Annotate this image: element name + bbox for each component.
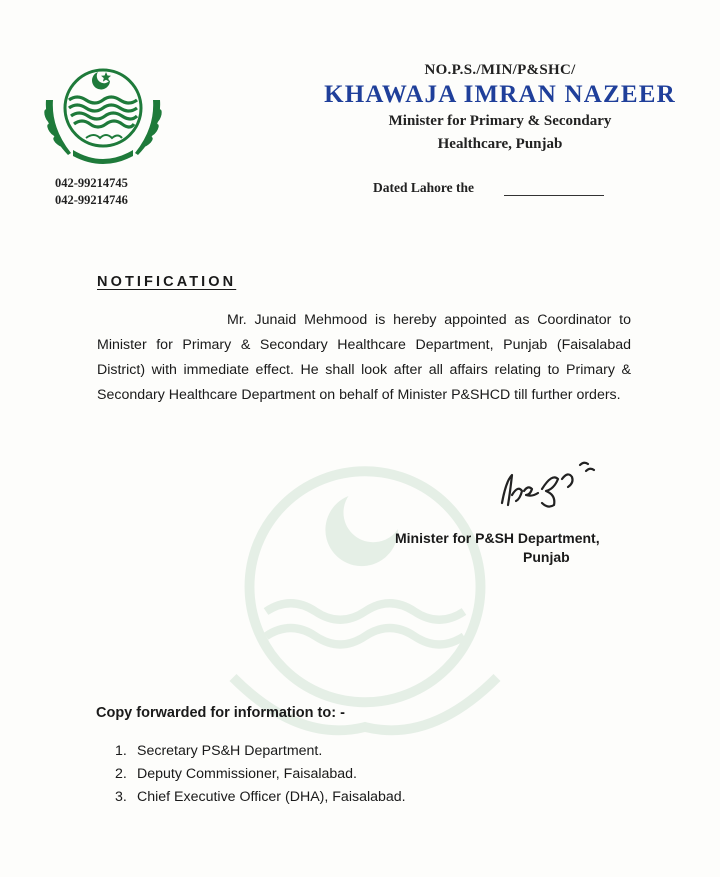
handwritten-signature: [490, 455, 610, 515]
signatory-title: Minister for P&SH Department,: [395, 530, 600, 546]
reference-number: NO.P.S./MIN/P&SHC/: [424, 62, 576, 78]
notification-heading: NOTIFICATION: [97, 274, 237, 290]
minister-title-line-1: Minister for Primary & Secondary: [388, 113, 612, 129]
list-item-text: Chief Executive Officer (DHA), Faisalabad.: [137, 789, 406, 805]
list-item: [115, 763, 406, 786]
date-blank-line: [504, 195, 604, 196]
list-item-text: Secretary PS&H Department.: [137, 743, 323, 759]
phone-numbers: [55, 175, 128, 209]
notification-body: [97, 308, 631, 408]
punjab-government-logo: [38, 58, 168, 168]
list-item-number: 2.: [115, 766, 127, 782]
signatory-region: Punjab: [523, 549, 570, 565]
minister-name: KHAWAJA IMRAN NAZEER: [324, 81, 676, 108]
list-item: [115, 740, 406, 763]
copy-recipients-list: [115, 740, 406, 809]
list-item-number: 1.: [115, 743, 127, 759]
phone-number: 042-99214745: [55, 176, 128, 190]
list-item: [115, 786, 406, 809]
phone-number: 042-99214746: [55, 193, 128, 207]
letterhead: [300, 62, 700, 155]
copy-forwarded-heading: Copy forwarded for information to: -: [96, 705, 345, 721]
dated-label: Dated Lahore the: [373, 180, 474, 195]
list-item-number: 3.: [115, 789, 127, 805]
list-item-text: Deputy Commissioner, Faisalabad.: [137, 766, 358, 782]
notification-body-text: Mr. Junaid Mehmood is hereby appointed as Coordinator to Minister for Primary & Secondary Healthcare Department, Punjab (Faisalabad District) with immediate effect. He shall look after all affairs relating to Primary & Secondary Healthcare Department on behalf of Minister P&SHCD till further orders.: [97, 312, 631, 403]
minister-title-line-2: Healthcare, Punjab: [437, 136, 563, 152]
